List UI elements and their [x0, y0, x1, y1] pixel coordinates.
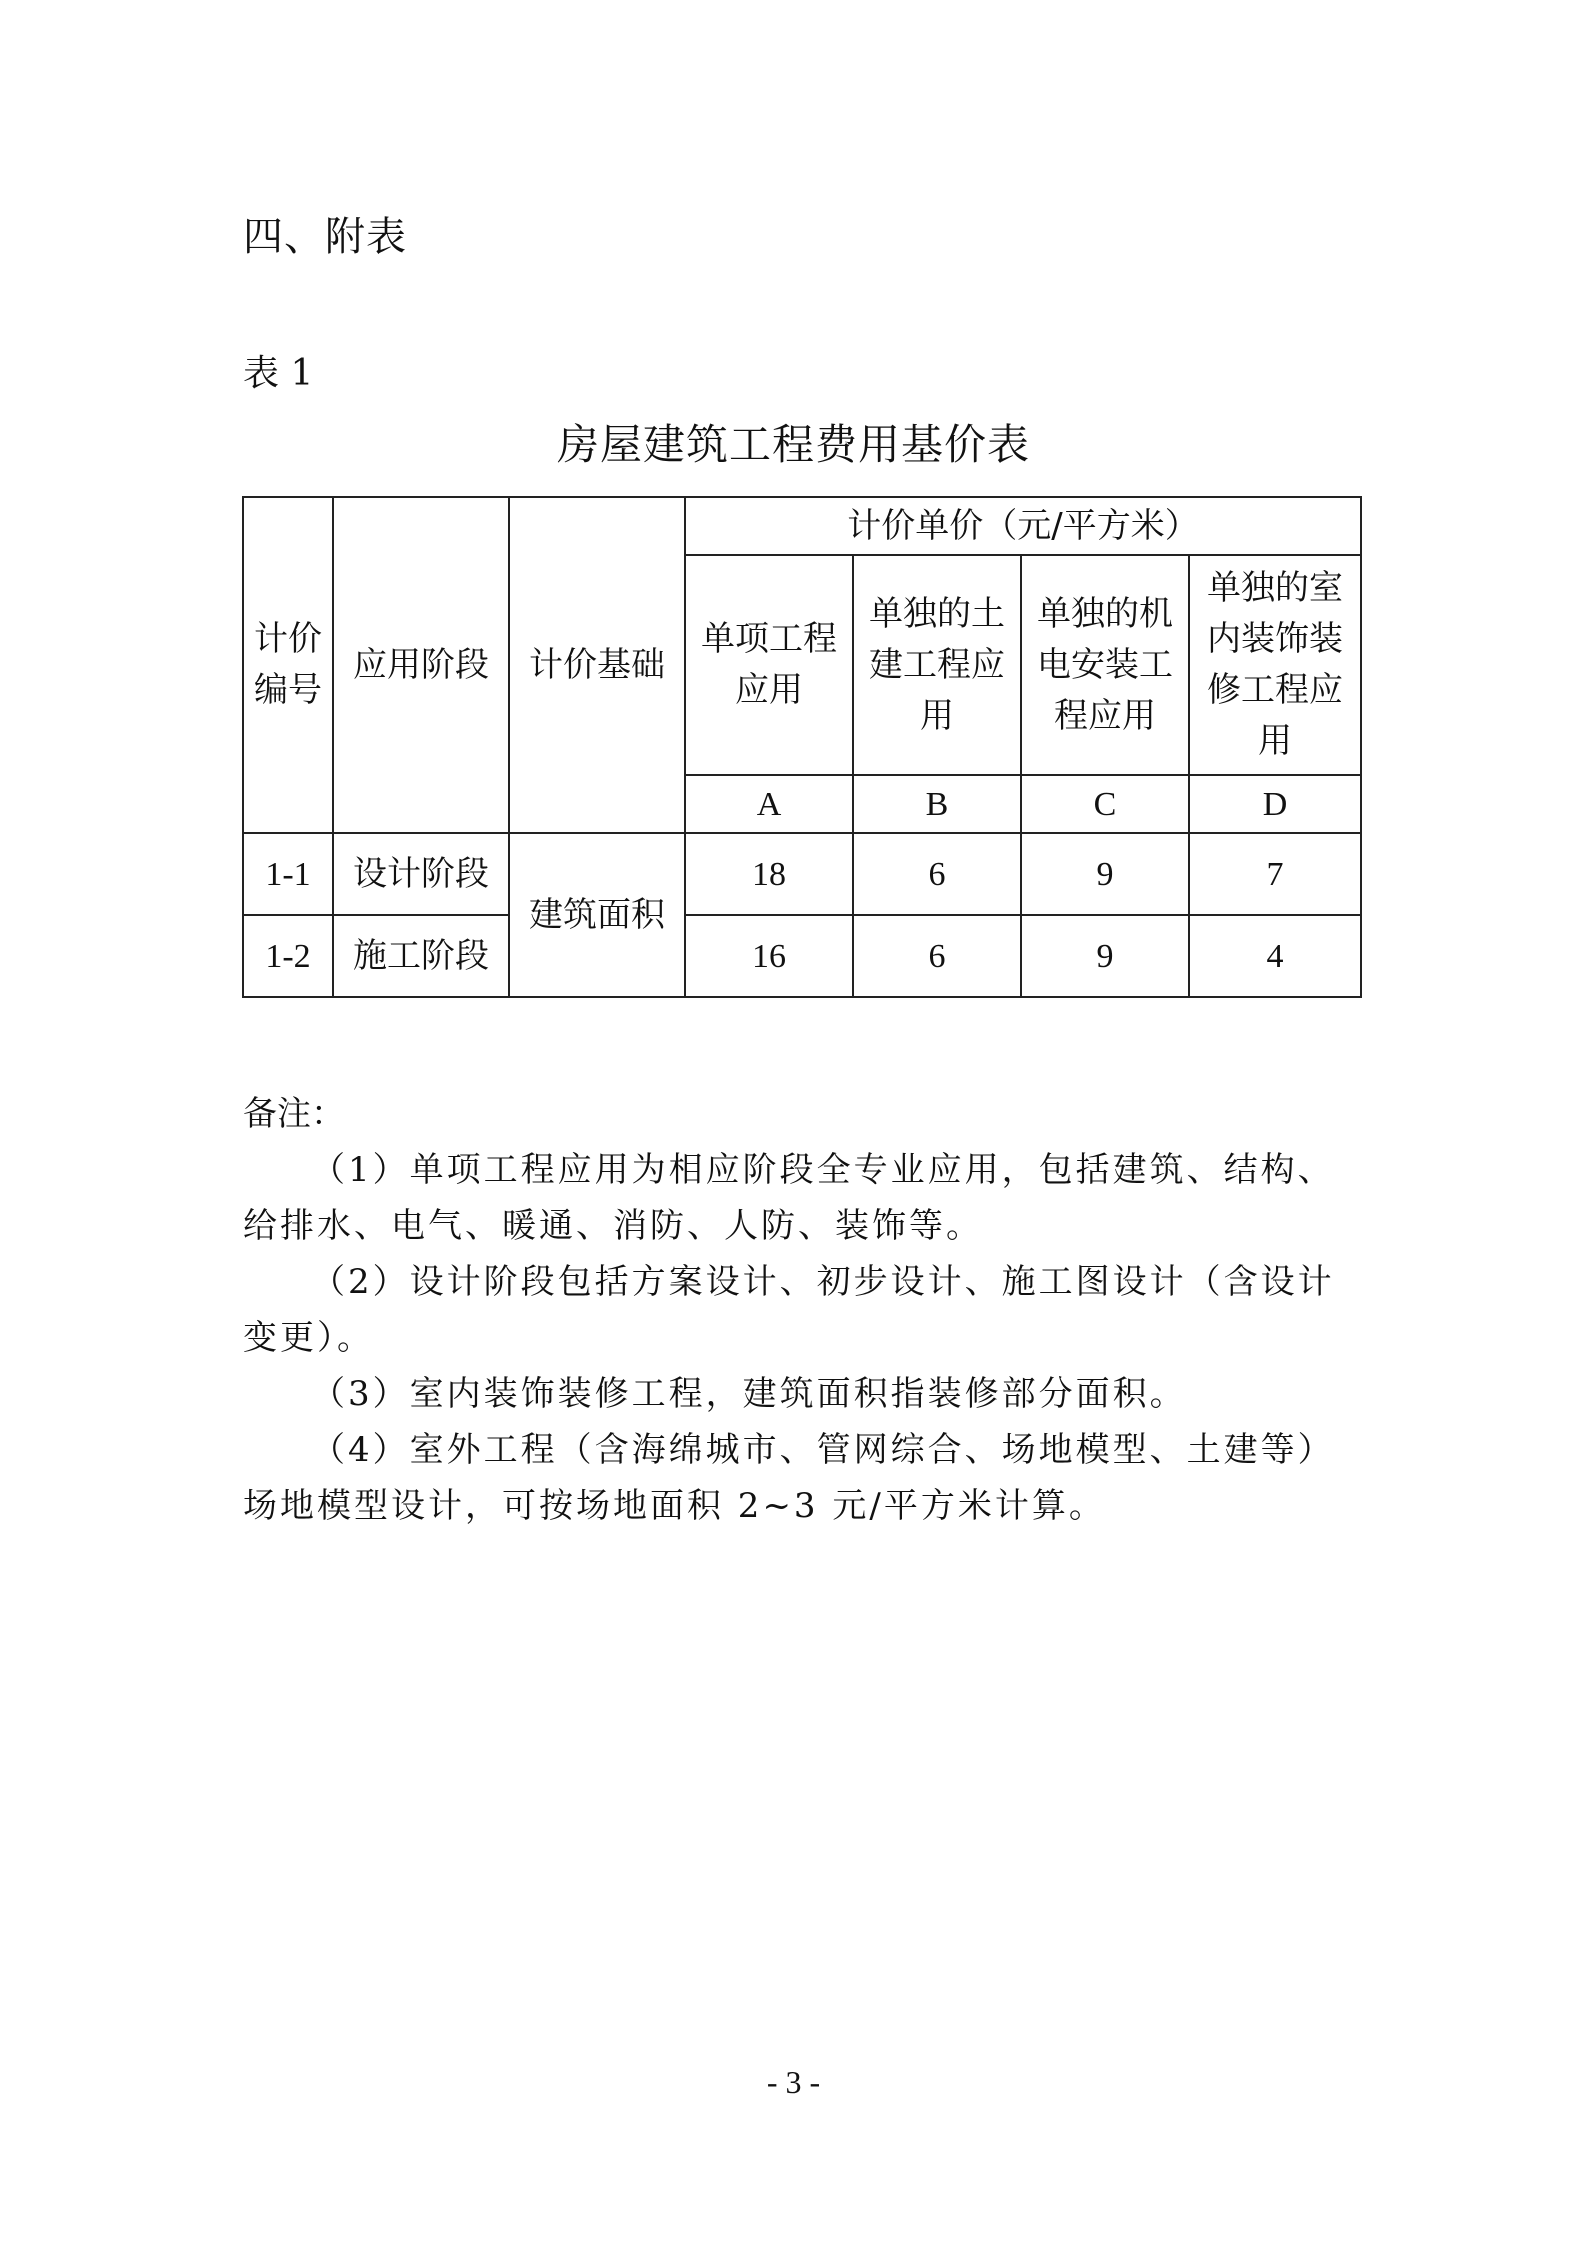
row-value-a: 16 — [685, 915, 853, 997]
header-letter-c: C — [1021, 775, 1189, 833]
note-item: （4）室外工程（含海绵城市、管网综合、场地模型、土建等）场地模型设计，可按场地面积 2~3 元/平方米计算。 — [243, 1430, 1335, 1526]
fee-table — [242, 496, 1362, 998]
row-value-b: 6 — [853, 915, 1021, 997]
note-item: （2）设计阶段包括方案设计、初步设计、施工图设计（含设计变更）。 — [243, 1262, 1335, 1358]
header-col-c: 单独的机电安装工程应用 — [1021, 555, 1189, 775]
table-row — [243, 833, 1361, 915]
row-stage: 施工阶段 — [333, 915, 509, 997]
notes — [243, 1086, 1363, 1534]
header-unit-price: 计价单价（元/平方米） — [685, 497, 1361, 555]
header-code: 计价编号 — [243, 497, 333, 833]
header-letter-d: D — [1189, 775, 1361, 833]
header-stage: 应用阶段 — [333, 497, 509, 833]
notes-title: 备注： — [243, 1094, 345, 1134]
header-letter-a: A — [685, 775, 853, 833]
page-number: - 3 - — [766, 2064, 821, 2100]
row-code: 1-1 — [243, 833, 333, 915]
row-value-b: 6 — [853, 833, 1021, 915]
row-stage: 设计阶段 — [333, 833, 509, 915]
row-value-d: 7 — [1189, 833, 1361, 915]
row-value-c: 9 — [1021, 915, 1189, 997]
table-row — [243, 915, 1361, 997]
row-value-a: 18 — [685, 833, 853, 915]
row-code: 1-2 — [243, 915, 333, 997]
header-col-b: 单独的土建工程应用 — [853, 555, 1021, 775]
note-item: （1）单项工程应用为相应阶段全专业应用，包括建筑、结构、给排水、电气、暖通、消防、人防、装饰等。 — [243, 1150, 1335, 1246]
header-basis: 计价基础 — [509, 497, 685, 833]
table-label: 表 1 — [243, 353, 314, 394]
table-title: 房屋建筑工程费用基价表 — [556, 420, 1030, 469]
row-value-c: 9 — [1021, 833, 1189, 915]
header-letter-b: B — [853, 775, 1021, 833]
section-heading: 四、附表 — [243, 214, 407, 260]
row-value-d: 4 — [1189, 915, 1361, 997]
header-col-d: 单独的室内装饰装修工程应用 — [1189, 555, 1361, 775]
header-col-a: 单项工程应用 — [685, 555, 853, 775]
note-item: （3）室内装饰装修工程，建筑面积指装修部分面积。 — [311, 1374, 1187, 1414]
row-basis: 建筑面积 — [509, 833, 685, 997]
